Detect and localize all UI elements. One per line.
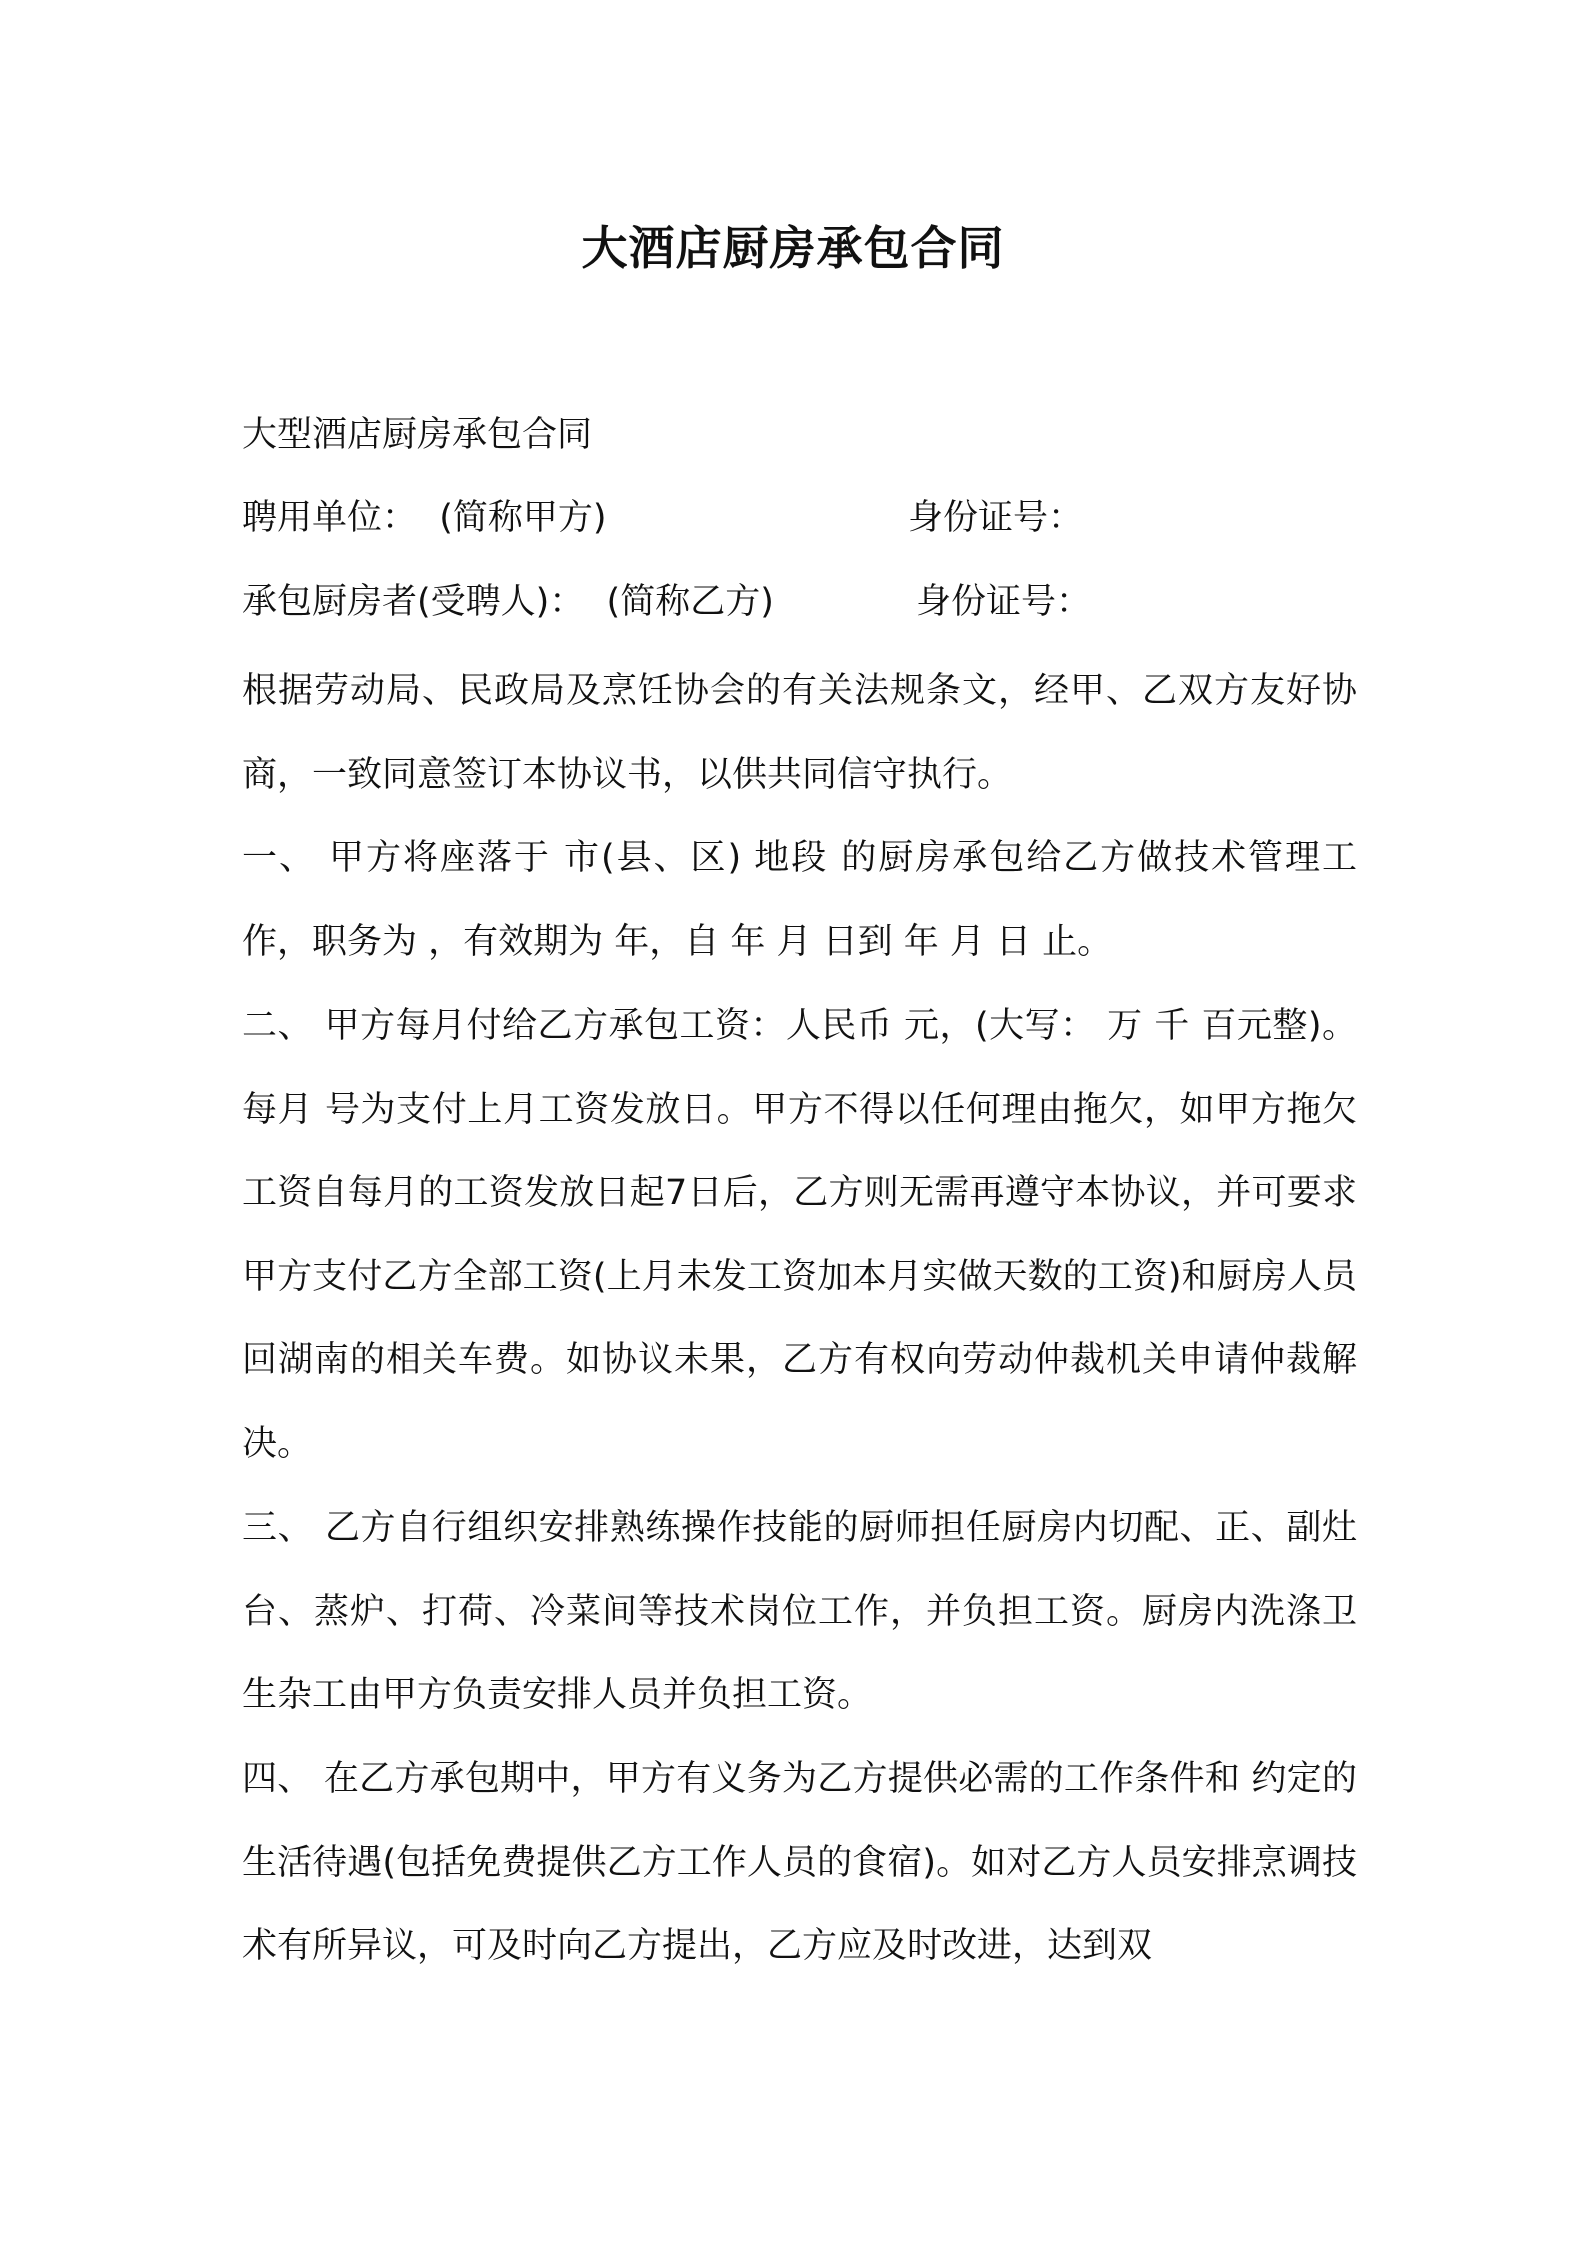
contract-subtitle: 大型酒店厨房承包合同: [242, 415, 593, 455]
party-b-line: 承包厨房者(受聘人)： (简称乙方): [242, 582, 774, 622]
party-b-id-label: 身份证号：: [916, 582, 1092, 622]
document-title: 大酒店厨房承包合同: [581, 221, 1005, 275]
party-a-line: 聘用单位： (简称甲方): [242, 498, 607, 538]
intro-paragraph: 根据劳动局、民政局及烹饪协会的有关法规条文，经甲、乙双方友好协商，一致同意签订本协议书，以供共同信守执行。: [242, 671, 1357, 795]
clause-3-paragraph: 三、 乙方自行组织安排熟练操作技能的厨师担任厨房内切配、正、副灶台、蒸炉、打荷、冷菜间等技术岗位工作，并负担工资。厨房内洗涤卫生杂工由甲方负责安排人员并负担工资。: [242, 1508, 1357, 1715]
party-a-id-label: 身份证号：: [908, 498, 1084, 538]
clause-2-paragraph: 二、 甲方每月付给乙方承包工资：人民币 元，(大写： 万 千 百元整)。每月 号为支付上月工资发放日。甲方不得以任何理由拖欠，如甲方拖欠工资自每月的工资发放日起7日后，乙方则无需再遵守本协议，并可要求甲方支付乙方全部工资(上月未发工资加本月实做天数的工资)和厨房人员回湖南的相关车费。如协议未果，乙方有权向劳动仲裁机关申请仲裁解决。: [242, 1006, 1357, 1464]
clause-4-paragraph: 四、 在乙方承包期中，甲方有义务为乙方提供必需的工作条件和 约定的生活待遇(包括免费提供乙方工作人员的食宿)。如对乙方人员安排烹调技术有所异议，可及时向乙方提出，乙方应及时改进，达到双: [242, 1759, 1357, 1966]
clause-1-paragraph: 一、 甲方将座落于 市(县、区) 地段 的厨房承包给乙方做技术管理工作，职务为 ，有效期为 年，自 年 月 日到 年 月 日 止。: [242, 838, 1357, 962]
